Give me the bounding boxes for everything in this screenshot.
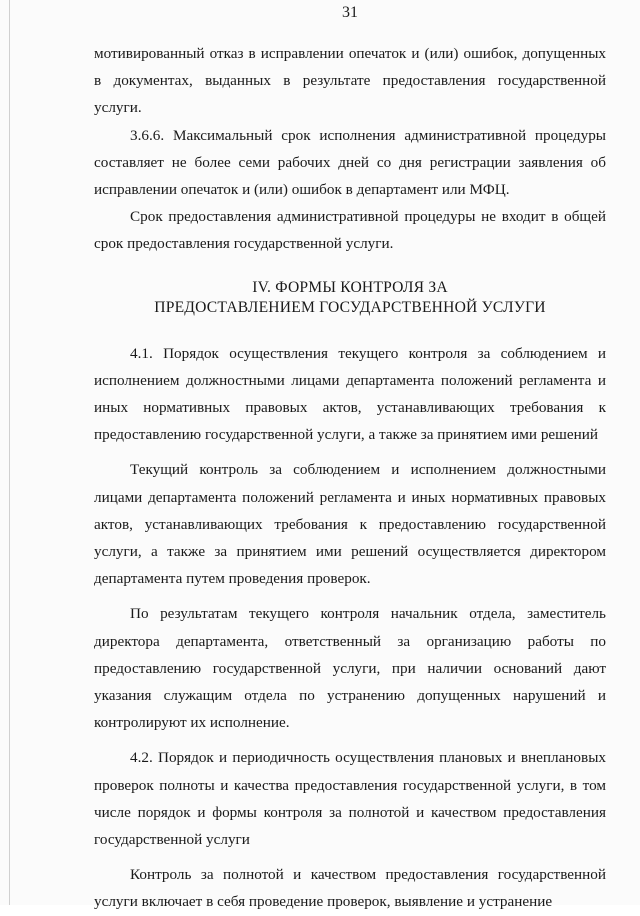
section-heading-line-2: ПРЕДОСТАВЛЕНИЕМ ГОСУДАРСТВЕННОЙ УСЛУГИ xyxy=(154,298,546,316)
scan-edge-line xyxy=(9,0,10,905)
paragraph-quality-control: Контроль за полнотой и качеством предоставления государственной услуги включает в себя проведение проверок, выявление и устранение xyxy=(94,866,606,911)
paragraph-4-2: 4.2. Порядок и периодичность осуществления плановых и внеплановых проверок полноты и качества предоставления государственной услуги, в том числе порядок и формы контроля за полнотой и качеством предоставления государственной услуги xyxy=(94,749,606,849)
page-content xyxy=(94,40,606,916)
paragraph-3-6-6: 3.6.6. Максимальный срок исполнения административной процедуры составляет не более семи рабочих дней со дня регистрации заявления об исправлении опечаток и (или) ошибок в департамент или МФЦ. xyxy=(94,126,606,199)
section-heading xyxy=(94,278,606,318)
paragraph-current-control: Текущий контроль за соблюдением и исполнением должностными лицами департамента положений регламента и иных нормативных правовых актов, устанавливающих требования к предоставлению государственной услуги, а также за принятием ими решений осуществляется директором департамента путем проведения проверок. xyxy=(94,461,606,588)
page-number: 31 xyxy=(342,4,358,21)
paragraph-4-1: 4.1. Порядок осуществления текущего контроля за соблюдением и исполнением должностными лицами департамента положений регламента и иных нормативных правовых актов, устанавливающих требования к предоставлению государственной услуги, а также за принятием ими решений xyxy=(94,344,606,444)
paragraph-procedure-term: Срок предоставления административной процедуры не входит в общей срок предоставления государственной услуги. xyxy=(94,208,606,253)
section-heading-line-1: IV. ФОРМЫ КОНТРОЛЯ ЗА xyxy=(252,278,448,296)
paragraph-refusal-note: мотивированный отказ в исправлении опечаток и (или) ошибок, допущенных в документах, выданных в результате предоставления государственной услуги. xyxy=(94,45,606,117)
paragraph-control-results: По результатам текущего контроля начальник отдела, заместитель директора департамента, ответственный за организацию работы по предоставлению государственной услуги, при наличии оснований дают указания служащим отдела по устранению допущенных нарушений и контролируют их исполнение. xyxy=(94,605,606,732)
